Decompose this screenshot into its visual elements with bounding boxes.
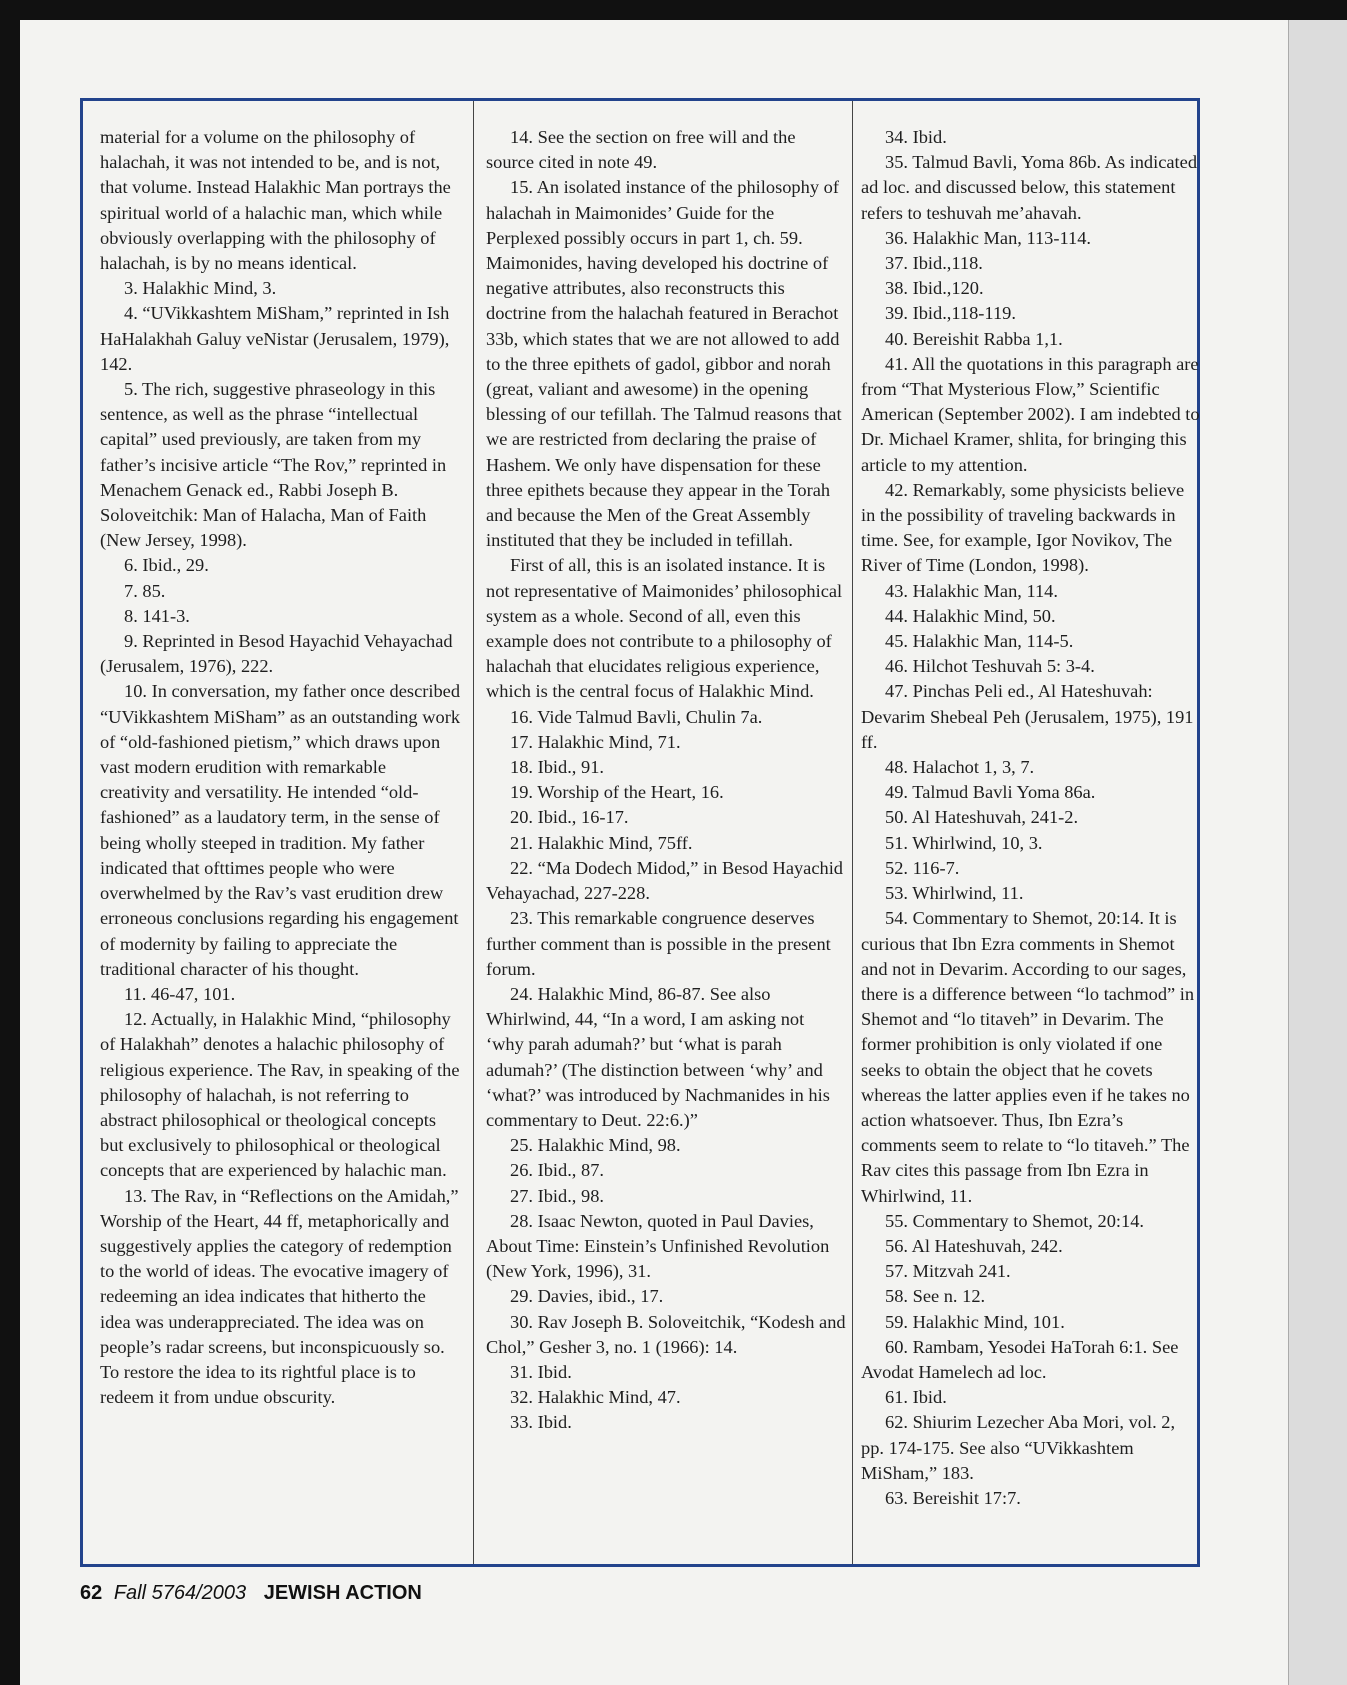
endnote: 24. Halakhic Mind, 86-87. See also Whirlwind, 44, “In a word, I am asking not ‘why parah adumah?’ but ‘what is parah adumah?’ (The distinction between ‘why’ and ‘what?’ was introduced by Nachmanides in his commentary to Deut. 22:6.)” — [486, 983, 830, 1130]
endnote: 18. Ibid., 91. — [510, 757, 604, 778]
endnote-paragraph: material for a volume on the philosophy of halachah, it was not intended to be, and is not, that volume. Instead Halakhic Man portrays the spiritual world of a halachic man, which while obviously overlapping with the philosophy of halachah, is by no means identical. — [100, 127, 451, 274]
endnote: 35. Talmud Bavli, Yoma 86b. As indicated ad loc. and discussed below, this statement refers to teshuvah me’ahavah. — [861, 152, 1198, 223]
endnote: 17. Halakhic Mind, 71. — [510, 731, 681, 752]
endnote: 45. Halakhic Man, 114-5. — [885, 631, 1074, 652]
endnote: 20. Ibid., 16-17. — [510, 807, 629, 828]
page-footer — [80, 1582, 422, 1610]
endnote: 9. Reprinted in Besod Hayachid Vehayachad (Jerusalem, 1976), 222. — [100, 631, 453, 677]
endnote: 14. See the section on free will and the source cited in note 49. — [486, 127, 796, 173]
endnote: 10. In conversation, my father once described “UVikkashtem MiSham” as an outstanding work of “old-fashioned pietism,” which draws upon vast modern erudition with remarkable creativity and versatility. He intended “old-fashioned” as a laudatory term, in the sense of being wholly steeped in tradition. My father indicated that ofttimes people who were overwhelmed by the Rav’s vast erudition drew erroneous conclusions regarding his engagement of modernity by failing to appreciate the traditional character of his thought. — [100, 681, 461, 979]
endnote: 19. Worship of the Heart, 16. — [510, 782, 724, 803]
magazine-name: JEWISH ACTION — [263, 1582, 422, 1604]
column-divider — [473, 101, 474, 1564]
endnote: 15. An isolated instance of the philosophy of halachah in Maimonides’ Guide for the Perplexed possibly occurs in part 1, ch. 59. Maimonides, having developed his doctrine of negative attributes, also reconstructs this doctrine from the halachah featured in Berachot 33b, which states that we are not allowed to add to the three epithets of gadol, gibbor and norah (great, valiant and awesome) in the opening blessing of our tefillah. The Talmud reasons that we are restricted from declaring the praise of Hashem. We only have dispensation for these three epithets because they appear in the Torah and because the Men of the Great Assembly instituted that they be included in tefillah. — [486, 177, 842, 551]
endnotes-column-1 — [100, 125, 460, 1546]
endnote: 12. Actually, in Halakhic Mind, “philosophy of Halakhah” denotes a halachic philosophy of religious experience. The Rav, in speaking of the philosophy of halachah, is not referring to abstract philosophical or theological concepts but exclusively to philosophical or theological concepts that are experienced by halachic man. — [100, 1009, 460, 1181]
endnote-paragraph: First of all, this is an isolated instance. It is not representative of Maimonides’ philosophical system as a whole. Second of all, even this example does not contribute to a philosophy of halachah that elucidates religious experience, which is the central focus of Halakhic Mind. — [486, 555, 843, 702]
endnote: 25. Halakhic Mind, 98. — [510, 1135, 681, 1156]
endnote: 41. All the quotations in this paragraph are from “That Mysterious Flow,” Scientific American (September 2002). I am indebted to Dr. Michael Kramer, shlita, for bringing this article to my attention. — [861, 353, 1200, 475]
endnote: 22. “Ma Dodech Midod,” in Besod Hayachid Vehayachad, 227-228. — [486, 857, 843, 904]
endnote: 44. Halakhic Mind, 50. — [885, 605, 1056, 626]
column-divider — [852, 101, 853, 1564]
endnote: 28. Isaac Newton, quoted in Paul Davies, About Time: Einstein’s Unfinished Revolution (New York, 1996), 31. — [486, 1210, 830, 1282]
endnotes-column-3 — [861, 125, 1201, 1546]
endnote: 8. 141-3. — [124, 605, 190, 626]
endnote: 62. Shiurim Lezecher Aba Mori, vol. 2, pp. 174-175. See also “UVikkashtem MiSham,” 183. — [861, 1412, 1176, 1483]
endnote: 60. Rambam, Yesodei HaTorah 6:1. See Avodat Hamelech ad loc. — [861, 1336, 1179, 1382]
endnote: 42. Remarkably, some physicists believe in the possibility of traveling backwards in time. See, for example, Igor Novikov, The River of Time (London, 1998). — [861, 479, 1185, 576]
endnote: 40. Bereishit Rabba 1,1. — [885, 328, 1063, 349]
endnote: 29. Davies, ibid., 17. — [510, 1286, 664, 1307]
endnote: 54. Commentary to Shemot, 20:14. It is curious that Ibn Ezra comments in Shemot and not in Devarim. According to our sages, there is a difference between “lo tachmod” in Shemot and “lo titaveh” in Devarim. The former prohibition is only violated if one seeks to obtain the object that he covets whereas the latter applies even if he takes no action whatsoever. Thus, Ibn Ezra’s comments seem to relate to “lo titaveh.” The Rav cites this passage from Ibn Ezra in Whirlwind, 11. — [861, 908, 1195, 1206]
endnotes-frame — [80, 98, 1200, 1567]
endnote: 26. Ibid., 87. — [510, 1160, 604, 1181]
endnote: 5. The rich, suggestive phraseology in this sentence, as well as the phrase “intellectual capital” used previously, are taken from my father’s incisive article “The Rov,” reprinted in Menachem Genack ed., Rabbi Joseph B. Soloveitchik: Man of Halacha, Man of Faith (New Jersey, 1998). — [100, 379, 447, 551]
endnote: 33. Ibid. — [510, 1412, 572, 1433]
endnote: 50. Al Hateshuvah, 241-2. — [885, 807, 1079, 828]
endnote: 21. Halakhic Mind, 75ff. — [510, 832, 693, 853]
endnote: 32. Halakhic Mind, 47. — [510, 1387, 681, 1408]
endnote: 39. Ibid.,118-119. — [885, 303, 1016, 324]
endnote: 4. “UVikkashtem MiSham,” reprinted in Ish HaHalakhah Galuy veNistar (Jerusalem, 1979), 142. — [100, 303, 450, 374]
endnote: 13. The Rav, in “Reflections on the Amidah,” Worship of the Heart, 44 ff, metaphorically and suggestively applies the category of redemption to the world of ideas. The evocative imagery of redeeming an idea indicates that hitherto the idea was underappreciated. The idea was on people’s radar screens, but inconspicuously so. To restore the idea to its rightful place is to redeem it from undue obscurity. — [100, 1185, 459, 1408]
endnote: 52. 116-7. — [885, 857, 960, 878]
endnote: 63. Bereishit 17:7. — [885, 1487, 1021, 1508]
endnote: 27. Ibid., 98. — [510, 1185, 604, 1206]
endnote: 43. Halakhic Man, 114. — [885, 580, 1058, 601]
endnote: 56. Al Hateshuvah, 242. — [885, 1235, 1063, 1256]
endnote: 37. Ibid.,118. — [885, 253, 983, 274]
page-number: 62 — [80, 1582, 103, 1604]
endnote: 3. Halakhic Mind, 3. — [124, 278, 277, 299]
endnote: 7. 85. — [124, 580, 166, 601]
endnote: 48. Halachot 1, 3, 7. — [885, 757, 1035, 778]
endnote: 23. This remarkable congruence deserves further comment than is possible in the present forum. — [486, 908, 831, 979]
endnote: 36. Halakhic Man, 113-114. — [885, 227, 1091, 248]
endnote: 46. Hilchot Teshuvah 5: 3-4. — [885, 656, 1095, 677]
endnote: 49. Talmud Bavli Yoma 86a. — [885, 782, 1096, 803]
endnote: 58. See n. 12. — [885, 1286, 986, 1307]
facing-page-edge — [1288, 20, 1347, 1685]
endnote: 57. Mitzvah 241. — [885, 1261, 1011, 1282]
endnote: 6. Ibid., 29. — [124, 555, 209, 576]
endnote: 47. Pinchas Peli ed., Al Hateshuvah: Devarim Shebeal Peh (Jerusalem, 1975), 191 ff. — [861, 681, 1194, 752]
endnote: 34. Ibid. — [885, 127, 947, 147]
endnote: 30. Rav Joseph B. Soloveitchik, “Kodesh and Chol,” Gesher 3, no. 1 (1966): 14. — [486, 1311, 846, 1357]
endnote: 51. Whirlwind, 10, 3. — [885, 832, 1043, 853]
endnote: 11. 46-47, 101. — [124, 983, 236, 1004]
endnote: 16. Vide Talmud Bavli, Chulin 7a. — [510, 706, 763, 727]
endnote: 61. Ibid. — [885, 1387, 947, 1408]
endnotes-column-2 — [486, 125, 846, 1546]
endnote: 53. Whirlwind, 11. — [885, 883, 1024, 904]
endnote: 38. Ibid.,120. — [885, 278, 984, 299]
issue-date: Fall 5764/2003 — [113, 1582, 247, 1604]
endnote: 59. Halakhic Mind, 101. — [885, 1311, 1065, 1332]
endnote: 31. Ibid. — [510, 1361, 572, 1382]
endnote: 55. Commentary to Shemot, 20:14. — [885, 1210, 1144, 1231]
